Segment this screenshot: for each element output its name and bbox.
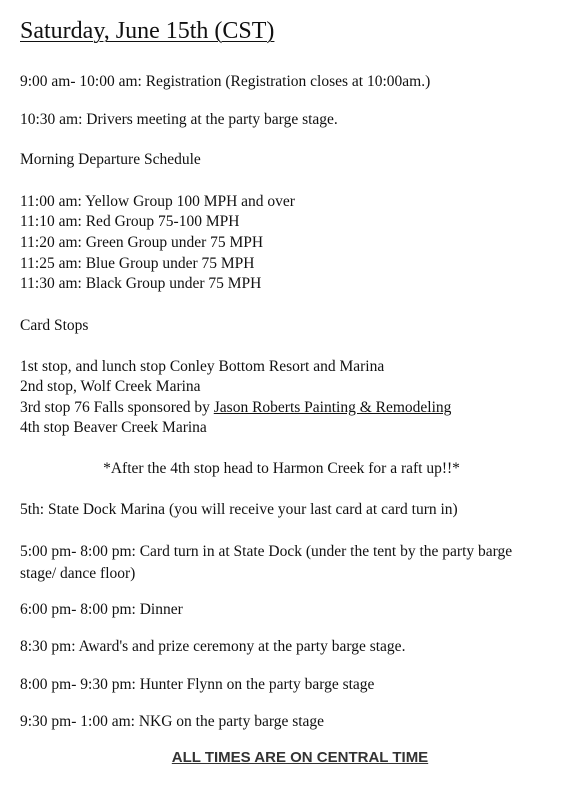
departure-black: 11:30 am: Black Group under 75 MPH (20, 275, 262, 292)
dinner-line: 6:00 pm- 8:00 pm: Dinner (20, 601, 183, 618)
hunter-flynn-line: 8:00 pm- 9:30 pm: Hunter Flynn on the party barge stage (20, 676, 375, 693)
drivers-meeting-line: 10:30 am: Drivers meeting at the party barge stage. (20, 111, 338, 128)
stop-3-text: 3rd stop 76 Falls sponsored by (20, 399, 214, 416)
nkg-line: 9:30 pm- 1:00 am: NKG on the party barge stage (20, 713, 325, 730)
sponsor-link[interactable]: Jason Roberts Painting & Remodeling (213, 399, 452, 416)
stop-1: 1st stop, and lunch stop Conley Bottom Resort and Marina (20, 358, 385, 375)
departure-blue: 11:25 am: Blue Group under 75 MPH (20, 255, 255, 272)
departure-red: 11:10 am: Red Group 75-100 MPH (20, 213, 240, 230)
stop-2: 2nd stop, Wolf Creek Marina (20, 378, 201, 395)
card-stops-heading: Card Stops (20, 317, 89, 334)
awards-line: 8:30 pm: Award's and prize ceremony at the party barge stage. (20, 638, 406, 655)
registration-line: 9:00 am- 10:00 am: Registration (Registration closes at 10:00am.) (20, 73, 431, 90)
page-title: Saturday, June 15th (CST) (20, 18, 275, 44)
raft-up-note: *After the 4th stop head to Harmon Creek for a raft up!!* (103, 460, 460, 477)
fifth-stop-line: 5th: State Dock Marina (you will receive your last card at card turn in) (20, 501, 458, 518)
stop-3 (20, 398, 451, 418)
card-turn-in-line: 5:00 pm- 8:00 pm: Card turn in at State Dock (under the tent by the party barge stage/ dance floor) (20, 543, 513, 582)
central-time-footer: ALL TIMES ARE ON CENTRAL TIME (171, 749, 429, 766)
departure-green: 11:20 am: Green Group under 75 MPH (20, 234, 264, 251)
stop-4: 4th stop Beaver Creek Marina (20, 419, 207, 436)
departure-yellow: 11:00 am: Yellow Group 100 MPH and over (20, 193, 295, 210)
morning-departure-heading: Morning Departure Schedule (20, 151, 201, 168)
